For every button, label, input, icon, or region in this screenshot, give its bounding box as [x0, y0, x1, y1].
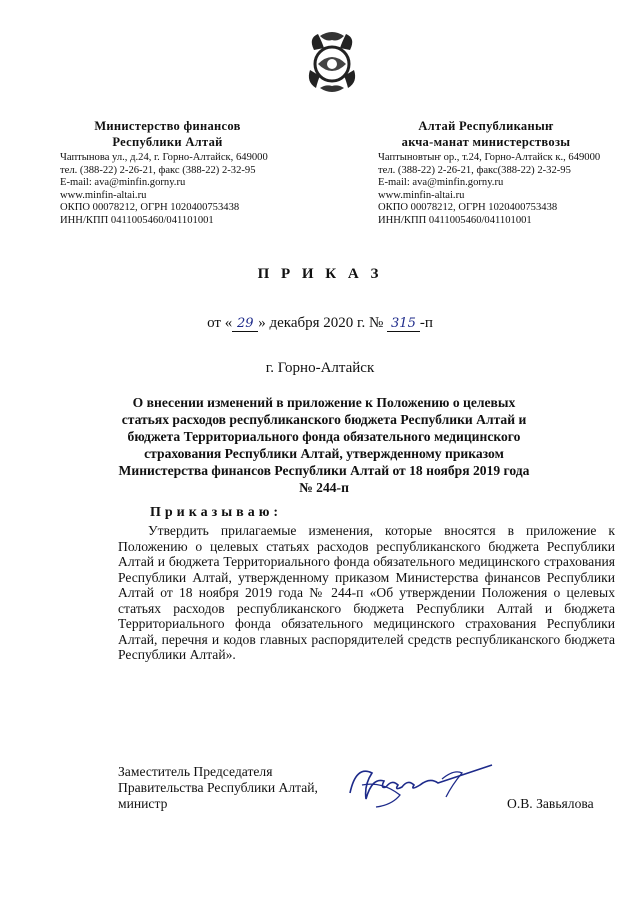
org-name-alt-line2: акча-манат министерствозы [401, 135, 571, 149]
document-title: П Р И К А З [257, 266, 383, 282]
okpo-right: ОКПО 00078212, ОГРН 1020400753438 [378, 202, 558, 214]
signatory-name: О.В. Завьялова [507, 796, 594, 811]
website-left: www.minfin-altai.ru [60, 189, 147, 201]
contact-block-left [60, 152, 268, 228]
date-prefix: от « [207, 315, 233, 331]
website-right: www.minfin-altai.ru [378, 189, 465, 201]
position-line2: Правительства Республики Алтай, [118, 780, 318, 795]
date-middle: » декабря 2020 г. № [258, 315, 384, 331]
position-line3: министр [118, 796, 168, 811]
okpo-left: ОКПО 00078212, ОГРН 1020400753438 [60, 202, 240, 214]
contact-block-right [378, 152, 600, 228]
position-line1: Заместитель Председателя [118, 764, 273, 779]
phone-right: тел. (388-22) 2-26-21, факс(388-22) 2-32-95 [378, 164, 571, 176]
date-line [0, 315, 640, 332]
number-suffix: -п [419, 315, 433, 331]
phone-left: тел. (388-22) 2-26-21, факс (388-22) 2-32-95 [60, 164, 256, 176]
handwritten-signature-icon [342, 755, 502, 815]
date-day: 29 [232, 316, 258, 332]
signatory-position [118, 764, 318, 812]
order-number: 315 [387, 316, 420, 332]
inn-right: ИНН/КПП 0411005460/041101001 [378, 214, 532, 226]
subject-heading: О внесении изменений в приложение к Положению о целевых статьях расходов республиканского бюджета Республики Алтай и бюджета Территориального фонда обязательного медицинского страхования Республики Алтай, утвержденному приказом Министерства финансов Республики Алтай от 18 ноября 2019 года № 244-п [118, 395, 530, 495]
city: г. Горно-Алтайск [265, 360, 375, 376]
org-name-ru-line1: Министерство финансов [94, 119, 241, 133]
email-right: E-mail: ava@minfin.gorny.ru [378, 177, 504, 189]
header-left-org [60, 118, 275, 150]
email-left: E-mail: ava@minfin.gorny.ru [60, 177, 186, 189]
inn-left: ИНН/КПП 0411005460/041101001 [60, 214, 214, 226]
body-paragraph: Утвердить прилагаемые изменения, которые вносятся в приложение к Положению о целевых статьях расходов республиканского бюджета Республики Алтай и бюджета Территориального фонда обязательного медицинского страхования Республики Алтай, утвержденному приказом Министерства финансов Республики Алтай от 18 ноября 2019 года № 244-п «Об утверждении Положения о целевых статьях расходов республиканского бюджета Республики Алтай и бюджета Территориального фонда обязательного медицинского страхования Республики Алтай, перечня и кодов главных распорядителей средств республиканского бюджета Республики Алтай». [118, 523, 615, 662]
address-left: Чаптынова ул., д.24, г. Горно-Алтайск, 649000 [60, 152, 268, 163]
address-right: Чаптыновтыҥ ор., т.24, Горно-Алтайск к., 649000 [378, 152, 601, 163]
header-right-org [370, 118, 602, 150]
org-name-alt-line1: Алтай Республиканыҥ [418, 119, 554, 133]
emblem-icon [302, 30, 362, 96]
order-word: Приказываю: [150, 505, 283, 520]
org-name-ru-line2: Республики Алтай [112, 135, 223, 149]
